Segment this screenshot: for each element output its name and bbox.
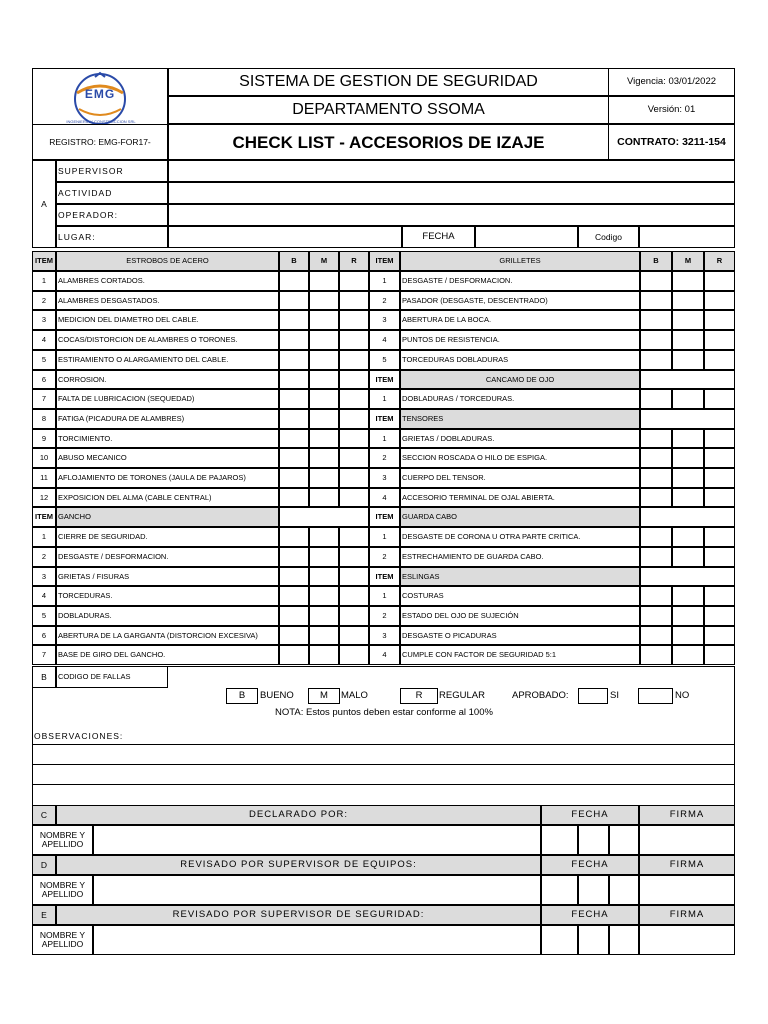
left-check-r[interactable] <box>339 370 369 389</box>
fecha-label: FECHA <box>422 231 455 243</box>
right-section-header: TENSORES <box>402 414 444 424</box>
left-check-r[interactable] <box>339 567 369 586</box>
right-check-m[interactable] <box>672 389 704 409</box>
left-item-text: CORROSION. <box>58 374 107 384</box>
aprobado-si-label: SI <box>610 690 619 702</box>
right-check-b[interactable] <box>640 389 672 409</box>
left-item-text: ABERTURA DE LA GARGANTA (DISTORCION EXCESIVA) <box>58 630 258 640</box>
left-check-m[interactable] <box>309 448 339 468</box>
nombre-apellido-label: NOMBRE Y APELLIDO <box>39 879 86 899</box>
right-check-m[interactable] <box>672 468 704 488</box>
right-item-text: GRIETAS / DOBLADURAS. <box>402 433 495 443</box>
left-item-text: BASE DE GIRO DEL GANCHO. <box>58 650 166 660</box>
signature-fecha-header: FECHA <box>571 909 609 921</box>
left-item-number: 1 <box>41 276 47 286</box>
left-item-text: CIERRE DE SEGURIDAD. <box>58 532 148 542</box>
logo-cell <box>32 68 168 132</box>
left-check-m[interactable] <box>309 626 339 645</box>
left-check-r[interactable] <box>339 547 369 567</box>
left-check-m[interactable] <box>309 350 339 370</box>
right-check-b[interactable] <box>640 291 672 310</box>
vigencia: Vigencia: 03/01/2022 <box>626 76 717 88</box>
left-check-r[interactable] <box>339 527 369 547</box>
supervisor-label: SUPERVISOR <box>58 165 124 176</box>
supervisor-field[interactable] <box>168 160 735 182</box>
right-item-text: CUERPO DEL TENSOR. <box>402 473 486 483</box>
right-check-b[interactable] <box>640 547 672 567</box>
right-item-text: ACCESORIO TERMINAL DE OJAL ABIERTA. <box>402 492 555 502</box>
right-item-text: PASADOR (DESGASTE, DESCENTRADO) <box>402 295 548 305</box>
right-item-text: DOBLADURAS / TORCEDURAS. <box>402 394 515 404</box>
left-check-b[interactable] <box>279 350 309 370</box>
right-item-text: TORCEDURAS DOBLADURAS <box>402 355 509 365</box>
left-check-b[interactable] <box>279 606 309 626</box>
observaciones-label: OBSERVACIONES: <box>34 730 124 741</box>
fecha-year-field[interactable] <box>609 875 639 905</box>
system-title: SISTEMA DE GESTION DE SEGURIDAD <box>239 73 538 90</box>
right-item-number: 1 <box>382 532 387 542</box>
right-check-m[interactable] <box>672 626 704 645</box>
right-check-b[interactable] <box>640 606 672 626</box>
left-check-r[interactable] <box>339 350 369 370</box>
signature-title: DECLARADO POR: <box>249 809 348 821</box>
right-check-r[interactable] <box>704 389 735 409</box>
right-check-r[interactable] <box>704 645 735 665</box>
right-check-m[interactable] <box>672 488 704 507</box>
left-item-header: ITEM <box>35 256 53 266</box>
right-check-b[interactable] <box>640 586 672 606</box>
right-item-number: 5 <box>382 355 387 365</box>
aprobado-no-box[interactable] <box>638 688 673 704</box>
left-check-m[interactable] <box>309 527 339 547</box>
lugar-label: LUGAR: <box>58 231 96 242</box>
left-item-number: 1 <box>41 532 47 542</box>
right-check-b[interactable] <box>640 350 672 370</box>
left-item-number: 12 <box>39 492 49 502</box>
left-check-m[interactable] <box>309 389 339 409</box>
right-check-m[interactable] <box>672 310 704 330</box>
left-check-r[interactable] <box>339 626 369 645</box>
fecha-day-field[interactable] <box>541 925 578 955</box>
right-item-number: 2 <box>382 453 387 463</box>
nombre-apellido-label: NOMBRE Y APELLIDO <box>39 929 86 949</box>
left-section-blank-cell <box>279 507 369 527</box>
left-item-number: 6 <box>41 630 47 640</box>
fecha-day-field[interactable] <box>541 825 578 855</box>
right-check-b[interactable] <box>640 330 672 350</box>
left-item-text: EXPOSICION DEL ALMA (CABLE CENTRAL) <box>58 492 212 502</box>
right-section-header: GUARDA CABO <box>402 512 458 522</box>
fecha-year-field[interactable] <box>609 925 639 955</box>
right-check-r[interactable] <box>704 527 735 547</box>
right-item-text: COSTURAS <box>402 591 444 601</box>
left-r-header: R <box>351 256 357 266</box>
right-check-m[interactable] <box>672 291 704 310</box>
left-item-text: ALAMBRES DESGASTADOS. <box>58 295 160 305</box>
left-item-text: GRIETAS / FISURAS <box>58 571 130 581</box>
left-check-b[interactable] <box>279 291 309 310</box>
left-item-text: ESTIRAMIENTO O ALARGAMIENTO DEL CABLE. <box>58 355 229 365</box>
left-item-number: 3 <box>41 571 47 581</box>
left-check-m[interactable] <box>309 271 339 291</box>
right-item-number: 3 <box>382 315 387 325</box>
firma-field[interactable] <box>639 875 735 905</box>
right-check-b[interactable] <box>640 488 672 507</box>
aprobado-si-box[interactable] <box>578 688 608 704</box>
estrobos-header: ESTROBOS DE ACERO <box>126 256 209 266</box>
left-check-r[interactable] <box>339 586 369 606</box>
left-item-text: ABUSO MECANICO <box>58 453 127 463</box>
right-item-number: 3 <box>382 630 387 640</box>
registro: REGISTRO: EMG-FOR17- <box>49 136 151 147</box>
left-check-r[interactable] <box>339 409 369 429</box>
left-item-number: 10 <box>39 453 49 463</box>
left-check-r[interactable] <box>339 468 369 488</box>
right-check-b[interactable] <box>640 468 672 488</box>
right-check-r[interactable] <box>704 547 735 567</box>
logo-text: EMG <box>84 87 116 101</box>
operador-field[interactable] <box>168 204 735 226</box>
right-item-number: 3 <box>382 473 387 483</box>
left-item-number: 5 <box>41 355 47 365</box>
left-item-text: FATIGA (PICADURA DE ALAMBRES) <box>58 414 185 424</box>
left-item-text: AFLOJAMIENTO DE TORONES (JAULA DE PAJAROS) <box>58 473 246 483</box>
fecha-field[interactable] <box>475 226 578 248</box>
fecha-month-field[interactable] <box>578 925 609 955</box>
right-item-number: 2 <box>382 295 387 305</box>
left-check-m[interactable] <box>309 547 339 567</box>
right-item-number: 4 <box>382 492 387 502</box>
right-item-number: 1 <box>382 591 387 601</box>
left-check-r[interactable] <box>339 488 369 507</box>
signature-letter: D <box>40 859 48 870</box>
left-check-r[interactable] <box>339 389 369 409</box>
contrato: CONTRATO: 3211-154 <box>617 135 726 148</box>
signature-fecha-header: FECHA <box>571 859 609 871</box>
signature-firma-header: FIRMA <box>669 909 705 921</box>
right-item-header: ITEM <box>375 256 394 266</box>
right-check-b[interactable] <box>640 310 672 330</box>
right-check-b[interactable] <box>640 626 672 645</box>
right-check-m[interactable] <box>672 448 704 468</box>
right-item-number: 1 <box>382 276 387 286</box>
left-item-number: 2 <box>41 295 47 305</box>
legend-r-code: R <box>415 690 423 702</box>
right-check-r[interactable] <box>704 271 735 291</box>
version: Versión: 01 <box>647 104 696 116</box>
codigo-label: Codigo <box>595 231 622 242</box>
signature-title: REVISADO POR SUPERVISOR DE EQUIPOS: <box>180 859 417 871</box>
nombre-field[interactable] <box>93 875 541 905</box>
left-check-b[interactable] <box>279 586 309 606</box>
left-item-text: TORCIMIENTO. <box>58 433 113 443</box>
signature-fecha-header: FECHA <box>571 809 609 821</box>
left-item-number: 8 <box>41 414 47 424</box>
right-check-r[interactable] <box>704 626 735 645</box>
left-item-number: 5 <box>41 611 47 621</box>
right-item-text: DESGASTE / DESFORMACION. <box>402 276 513 286</box>
left-check-b[interactable] <box>279 429 309 448</box>
nota: NOTA: Estos puntos deben estar conforme al 100% <box>275 707 493 719</box>
form-title: CHECK LIST - ACCESORIOS DE IZAJE <box>232 132 545 152</box>
right-item-number: 1 <box>382 433 387 443</box>
right-check-b[interactable] <box>640 429 672 448</box>
left-item-number: 7 <box>41 650 47 660</box>
fecha-day-field[interactable] <box>541 875 578 905</box>
right-section-blank-cell <box>640 507 735 527</box>
left-check-b[interactable] <box>279 271 309 291</box>
left-check-r[interactable] <box>339 291 369 310</box>
left-check-m[interactable] <box>309 330 339 350</box>
codigo-fallas-label: CODIGO DE FALLAS <box>58 672 131 682</box>
right-item-text: DESGASTE DE CORONA U OTRA PARTE CRITICA. <box>402 532 581 542</box>
operador-label: OPERADOR: <box>58 209 119 220</box>
left-check-r[interactable] <box>339 606 369 626</box>
fecha-month-field[interactable] <box>578 875 609 905</box>
left-check-m[interactable] <box>309 370 339 389</box>
left-m-header: M <box>320 256 328 266</box>
codigo-field[interactable] <box>639 226 735 248</box>
right-check-b[interactable] <box>640 527 672 547</box>
right-b-header: B <box>653 256 659 266</box>
legend-b-code: B <box>238 690 246 702</box>
section-a-letter: A <box>41 198 47 209</box>
left-check-m[interactable] <box>309 645 339 665</box>
left-b-header: B <box>291 256 297 266</box>
fecha-year-field[interactable] <box>609 825 639 855</box>
right-check-r[interactable] <box>704 606 735 626</box>
left-item-text: FALTA DE LUBRICACION (SEQUEDAD) <box>58 394 195 404</box>
right-section-blank-cell <box>640 370 735 389</box>
left-check-m[interactable] <box>309 586 339 606</box>
right-section-header: ESLINGAS <box>402 571 440 581</box>
left-section-item-label: ITEM <box>35 512 53 522</box>
observaciones-field[interactable] <box>32 745 735 805</box>
left-check-b[interactable] <box>279 488 309 507</box>
firma-field[interactable] <box>639 825 735 855</box>
lugar-field[interactable] <box>168 226 402 248</box>
right-check-b[interactable] <box>640 271 672 291</box>
right-item-text: DESGASTE O PICADURAS <box>402 630 497 640</box>
firma-field[interactable] <box>639 925 735 955</box>
aprobado-no-label: NO <box>675 690 690 702</box>
nombre-field[interactable] <box>93 925 541 955</box>
right-check-m[interactable] <box>672 271 704 291</box>
left-item-number: 2 <box>41 552 47 562</box>
left-check-r[interactable] <box>339 429 369 448</box>
left-check-m[interactable] <box>309 429 339 448</box>
left-item-number: 6 <box>41 374 47 384</box>
left-check-m[interactable] <box>309 468 339 488</box>
right-check-m[interactable] <box>672 586 704 606</box>
left-check-b[interactable] <box>279 330 309 350</box>
left-check-m[interactable] <box>309 567 339 586</box>
right-section-item-label: ITEM <box>375 571 394 581</box>
right-item-number: 2 <box>382 611 387 621</box>
aprobado-label: APROBADO: <box>512 690 569 702</box>
right-section-item-label: ITEM <box>375 512 394 522</box>
signature-firma-header: FIRMA <box>669 859 705 871</box>
fecha-month-field[interactable] <box>578 825 609 855</box>
left-item-text: DOBLADURAS. <box>58 611 112 621</box>
right-section-header: CANCAMO DE OJO <box>485 374 555 384</box>
right-check-m[interactable] <box>672 606 704 626</box>
left-item-number: 9 <box>41 433 47 443</box>
right-check-r[interactable] <box>704 350 735 370</box>
left-item-number: 11 <box>40 473 48 483</box>
right-check-r[interactable] <box>704 586 735 606</box>
right-item-text: PUNTOS DE RESISTENCIA. <box>402 335 500 345</box>
actividad-label: ACTIVIDAD <box>58 187 113 198</box>
left-check-b[interactable] <box>279 527 309 547</box>
left-check-m[interactable] <box>309 310 339 330</box>
nombre-field[interactable] <box>93 825 541 855</box>
left-check-b[interactable] <box>279 547 309 567</box>
right-check-r[interactable] <box>704 291 735 310</box>
left-check-b[interactable] <box>279 567 309 586</box>
signature-firma-header: FIRMA <box>669 809 705 821</box>
right-check-m[interactable] <box>672 547 704 567</box>
left-check-b[interactable] <box>279 310 309 330</box>
left-item-text: MEDICION DEL DIAMETRO DEL CABLE. <box>58 315 199 325</box>
left-item-number: 4 <box>41 591 47 601</box>
logo-subtitle: INGENIERIA Y CONSTRUCCION SRL <box>66 119 136 124</box>
left-check-b[interactable] <box>279 448 309 468</box>
left-item-text: TORCEDURAS. <box>58 591 113 601</box>
left-check-r[interactable] <box>339 271 369 291</box>
left-item-number: 4 <box>41 335 47 345</box>
grilletes-header: GRILLETES <box>499 256 541 266</box>
left-check-b[interactable] <box>279 645 309 665</box>
right-check-r[interactable] <box>704 429 735 448</box>
right-section-item-label: ITEM <box>375 414 394 424</box>
right-item-text: SECCION ROSCADA O HILO DE ESPIGA. <box>402 453 548 463</box>
actividad-field[interactable] <box>168 182 735 204</box>
left-item-number: 3 <box>41 315 47 325</box>
legend-malo: MALO <box>341 690 368 702</box>
right-item-number: 2 <box>382 552 387 562</box>
department-title: DEPARTAMENTO SSOMA <box>292 101 485 118</box>
right-r-header: R <box>716 256 723 266</box>
right-check-m[interactable] <box>672 350 704 370</box>
nombre-apellido-label: NOMBRE Y APELLIDO <box>39 829 86 849</box>
right-item-text: ESTADO DEL OJO DE SUJECIÓN <box>402 611 519 621</box>
left-check-m[interactable] <box>309 606 339 626</box>
left-item-text: ALAMBRES CORTADOS. <box>58 276 145 286</box>
right-check-m[interactable] <box>672 645 704 665</box>
legend-m-code: M <box>320 690 328 702</box>
right-item-number: 1 <box>382 394 387 404</box>
left-item-number: 7 <box>41 394 47 404</box>
right-check-m[interactable] <box>672 330 704 350</box>
left-check-m[interactable] <box>309 409 339 429</box>
right-check-b[interactable] <box>640 645 672 665</box>
right-check-r[interactable] <box>704 488 735 507</box>
right-item-text: ESTRECHAMIENTO DE GUARDA CABO. <box>402 552 544 562</box>
right-section-blank-cell <box>640 409 735 429</box>
left-check-r[interactable] <box>339 330 369 350</box>
right-check-m[interactable] <box>672 429 704 448</box>
section-b-letter: B <box>41 671 47 682</box>
left-check-b[interactable] <box>279 468 309 488</box>
right-section-item-label: ITEM <box>375 374 394 384</box>
legend-bueno: BUENO <box>260 690 294 702</box>
signature-letter: C <box>40 809 48 820</box>
right-check-b[interactable] <box>640 448 672 468</box>
right-check-r[interactable] <box>704 448 735 468</box>
left-check-b[interactable] <box>279 409 309 429</box>
left-check-m[interactable] <box>309 488 339 507</box>
right-m-header: M <box>684 256 692 266</box>
signature-letter: E <box>41 909 47 920</box>
legend-regular: REGULAR <box>439 690 485 702</box>
right-check-r[interactable] <box>704 310 735 330</box>
left-check-r[interactable] <box>339 310 369 330</box>
right-item-number: 4 <box>382 650 387 660</box>
right-check-m[interactable] <box>672 527 704 547</box>
right-item-text: CUMPLE CON FACTOR DE SEGURIDAD 5:1 <box>402 650 557 660</box>
right-check-r[interactable] <box>704 468 735 488</box>
left-check-r[interactable] <box>339 645 369 665</box>
left-item-text: DESGASTE / DESFORMACION. <box>58 552 169 562</box>
signature-title: REVISADO POR SUPERVISOR DE SEGURIDAD: <box>172 909 425 921</box>
left-check-b[interactable] <box>279 626 309 645</box>
left-check-m[interactable] <box>309 291 339 310</box>
right-item-number: 4 <box>382 335 387 345</box>
left-check-b[interactable] <box>279 389 309 409</box>
right-section-blank-cell <box>640 567 735 586</box>
left-section-header: GANCHO <box>58 512 91 522</box>
left-check-b[interactable] <box>279 370 309 389</box>
left-check-r[interactable] <box>339 448 369 468</box>
right-check-r[interactable] <box>704 330 735 350</box>
left-item-text: COCAS/DISTORCION DE ALAMBRES O TORONES. <box>58 335 238 345</box>
right-item-text: ABERTURA DE LA BOCA. <box>402 315 492 325</box>
